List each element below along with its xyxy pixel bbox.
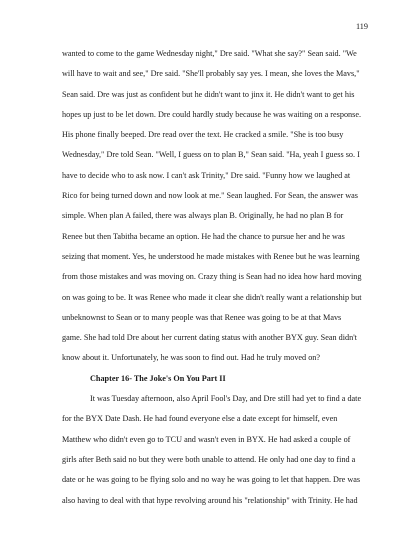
chapter-heading: Chapter 16- The Joke's On You Part II <box>90 373 226 383</box>
text-line: It was Tuesday afternoon, also April Fool's Day, and Dre still had yet to find a date <box>90 394 362 404</box>
text-line: seizing that moment. Yes, he understood he made mistakes with Renee but he was learning <box>62 251 360 261</box>
text-line: on was going to be. It was Renee who made it clear she didn't really want a relationship but <box>62 292 362 302</box>
text-line: have to decide who to ask now. I can't ask Trinity," Dre said. "Funny how we laughed at <box>62 170 351 180</box>
text-line: date or he was going to be flying solo and no way he was going to let that happen. Dre was <box>62 475 361 485</box>
text-line: simple. When plan A failed, there was always plan B. Originally, he had no plan B for <box>62 211 344 221</box>
text-line: hopes up just to be let down. Dre could hardly study because he was waiting on a response. <box>62 109 362 119</box>
text-line: will have to wait and see," Dre said. "She'll probably say yes. I mean, she loves the Mavs," <box>62 69 360 79</box>
text-line: Matthew who didn't even go to TCU and wasn't even in BYX. He had asked a couple of <box>62 434 351 444</box>
page-number: 119 <box>356 22 368 31</box>
text-line: know about it. Unfortunately, he was soon to find out. Had he truly moved on? <box>62 353 321 363</box>
text-line: also having to deal with that hype revolving around his "relationship" with Trinity. He had <box>62 495 358 505</box>
text-line: wanted to come to the game Wednesday night," Dre said. "What she say?" Sean said. "We <box>62 49 357 58</box>
text-line: unbeknownst to Sean or to many people was that Renee was going to be at that Mavs <box>62 312 342 322</box>
text-line: game. She had told Dre about her current dating status with another BYX guy. Sean didn't <box>62 333 357 343</box>
body-text <box>62 44 382 511</box>
text-line: Renee but then Tabitha became an option. He had the chance to pursue her and he was <box>62 231 345 241</box>
text-line: His phone finally beeped. Dre read over the text. He cracked a smile. "She is too busy <box>62 130 344 140</box>
text-line: from those mistakes and was moving on. Crazy thing is Sean had no idea how hard moving <box>62 272 362 282</box>
text-line: for the BYX Date Dash. He had found everyone else a date except for himself, even <box>62 414 338 424</box>
text-line: Rico for being turned down and now look at me." Sean laughed. For Sean, the answer was <box>62 191 358 201</box>
text-line: Sean said. Dre was just as confident but he didn't want to jinx it. He didn't want to get his <box>62 89 355 99</box>
text-line: Wednesday," Dre told Sean. "Well, I guess on to plan B," Sean said. "Ha, yeah I guess so. I <box>62 150 360 160</box>
text-line: girls after Beth said no but they were both unable to attend. He only had one day to find a <box>62 454 356 464</box>
